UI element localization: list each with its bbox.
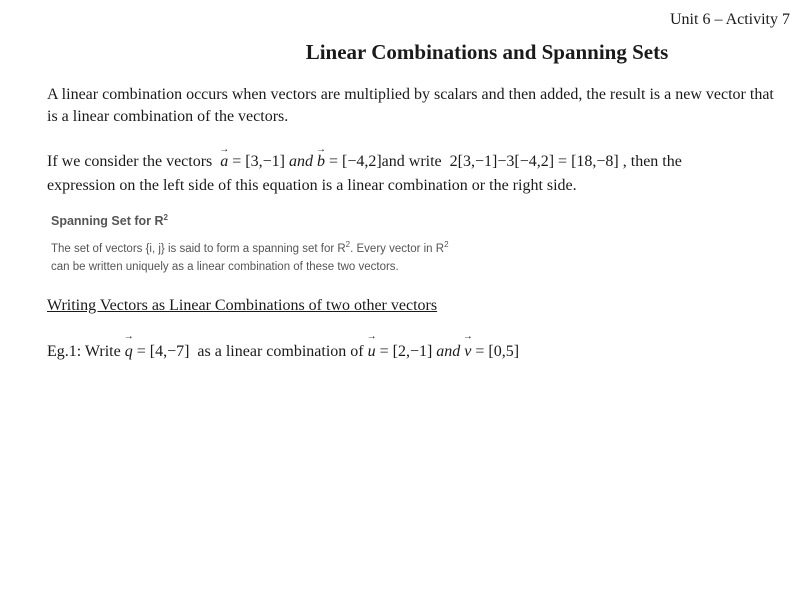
vector-u-name: → u (368, 343, 376, 361)
example-sentence (47, 151, 682, 173)
vector-b-name: → b (317, 151, 325, 173)
example-equation: 2[3,−1]−3[−4,2] = [18,−8] (449, 153, 619, 170)
line1-superscript-2: 2 (444, 240, 449, 250)
eg1-label: Eg.1: Write (47, 343, 121, 360)
line1-part-a: The set of vectors {i, j} is said to form a spanning set for R (51, 242, 346, 255)
write-phrase: and write (381, 153, 442, 170)
unit-label: Unit 6 – Activity 7 (670, 11, 790, 28)
vector-v-value: = [0,5] (475, 343, 520, 360)
spanning-set-title (51, 213, 449, 228)
and-word: and (288, 153, 313, 170)
example-lead: If we consider the vectors (47, 153, 213, 170)
intro-paragraph: A linear combination occurs when vectors are multiplied by scalars and then added, the result is a new vector that is a linear combination of the vectors. (47, 86, 774, 125)
example-continuation: expression on the left side of this equation is a linear combination or the right side. (47, 177, 577, 194)
vector-v-name: → v (464, 343, 471, 361)
spanning-set-line1 (51, 236, 449, 258)
vector-q-value: = [4,−7] (136, 343, 190, 360)
line1-part-b: . Every vector in R (350, 242, 445, 255)
spanning-set-box (51, 213, 449, 276)
vector-a-value: = [3,−1] (232, 153, 285, 170)
eg1-and-word: and (436, 343, 461, 360)
spanning-set-title-text: Spanning Set for R (51, 214, 164, 229)
title-superscript: 2 (163, 213, 168, 222)
example-1 (47, 343, 519, 361)
line1-superscript: 2 (345, 240, 351, 250)
vector-u-value: = [2,−1] (379, 343, 433, 360)
eg1-middle: as a linear combination of (197, 343, 364, 360)
then-phrase: , then the (622, 153, 682, 170)
vector-b-value: = [−4,2] (328, 153, 382, 170)
page-title: Linear Combinations and Spanning Sets (305, 40, 669, 64)
section-heading: Writing Vectors as Linear Combinations of two other vectors (47, 297, 438, 314)
vector-a-name: → a (220, 151, 228, 173)
vector-q-name: → q (125, 343, 133, 361)
spanning-set-line2: can be written uniquely as a linear combination of these two vectors. (51, 260, 399, 273)
